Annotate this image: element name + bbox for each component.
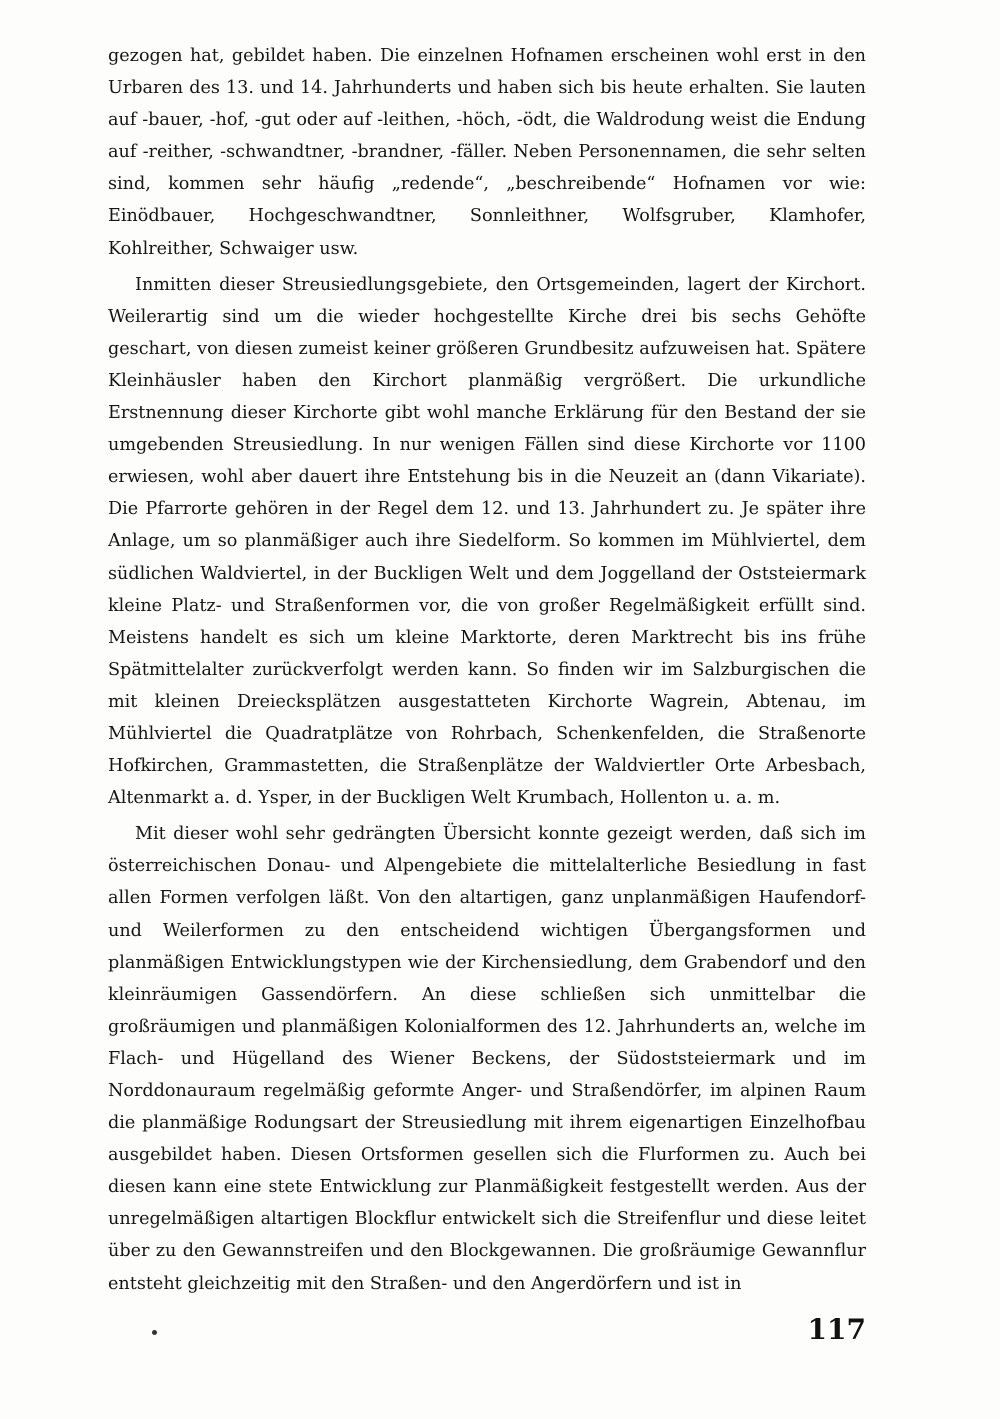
paragraph-continuation: gezogen hat, gebildet haben. Die einzelnen Hofnamen erscheinen wohl erst in den Urbaren des 13. und 14. Jahrhunderts und haben sich bis heute erhalten. Sie lauten auf -bauer, -hof, -gut oder auf -leithen, -höch, -ödt, die Waldrodung weist die Endung auf -reither, -schwandtner, -brandner, -fäller. Neben Personennamen, die sehr selten sind, kommen sehr häufig „redende“, „beschreibende“ Hofnamen vor wie: Einödbauer, Hochgeschwandtner, Sonnleithner, Wolfsgruber, Klamhofer, Kohlreither, Schwaiger usw. (108, 46, 866, 259)
page-number: 117 (807, 1313, 866, 1346)
paragraph-summary: Mit dieser wohl sehr gedrängten Übersicht konnte gezeigt werden, daß sich im österreichischen Donau- und Alpengebiete die mittelalterliche Besiedlung in fast allen Formen verfolgen läßt. Von den altartigen, ganz unplanmäßigen Haufendorf- und Weilerformen zu den entscheidend wichtigen Übergangsformen und planmäßigen Entwicklungstypen wie der Kirchensiedlung, dem Grabendorf und den kleinräumigen Gassendörfern. An diese schließen sich unmittelbar die großräumigen und planmäßigen Kolonialformen des 12. Jahrhunderts an, welche im Flach- und Hügelland des Wiener Beckens, der Südoststeiermark und im Norddonauraum regelmäßig geformte Anger- und Straßendörfer, im alpinen Raum die planmäßige Rodungsart der Streusiedlung mit ihrem eigenartigen Einzelhofbau ausgebildet haben. Diesen Ortsformen gesellen sich die Flurformen zu. Auch bei diesen kann eine stete Entwicklung zur Planmäßigkeit festgestellt werden. Aus der unregelmäßigen altartigen Blockflur entwickelt sich die Streifenflur und diese leitet über zu den Gewannstreifen und den Blockgewannen. Die großräumige Gewannflur entsteht gleichzeitig mit den Straßen- und den Angerdörfern und ist in (108, 824, 866, 1294)
body-text (108, 40, 866, 1304)
paragraph-kirchort: Inmitten dieser Streusiedlungsgebiete, den Ortsgemeinden, lagert der Kirchort. Weilerartig sind um die wieder hochgestellte Kirche drei bis sechs Gehöfte geschart, von diesen zumeist keiner größeren Grundbesitz aufzuweisen hat. Spätere Kleinhäusler haben den Kirchort planmäßig vergrößert. Die urkundliche Erstnennung dieser Kirchorte gibt wohl manche Erklärung für den Bestand der sie umgebenden Streusiedlung. In nur wenigen Fällen sind diese Kirchorte vor 1100 erwiesen, wohl aber dauert ihre Entstehung bis in die Neuzeit an (dann Vikariate). Die Pfarrorte gehören in der Regel dem 12. und 13. Jahrhundert zu. Je später ihre Anlage, um so planmäßiger auch ihre Siedelform. So kommen im Mühlviertel, dem südlichen Waldviertel, in der Buckligen Welt und dem Joggelland der Oststeiermark kleine Platz- und Straßenformen vor, die von großer Regelmäßigkeit erfüllt sind. Meistens handelt es sich um kleine Marktorte, deren Marktrecht bis ins frühe Spätmittelalter zurückverfolgt werden kann. So finden wir im Salzburgischen die mit kleinen Dreiecksplätzen ausgestatteten Kirchorte Wagrein, Abtenau, im Mühlviertel die Quadratplätze von Rohrbach, Schenkenfelden, die Straßenorte Hofkirchen, Grammastetten, die Straßenplätze der Waldviertler Orte Arbesbach, Altenmarkt a. d. Ysper, in der Buckligen Welt Krumbach, Hollenton u. a. m. (108, 274, 866, 809)
print-speck (152, 1330, 157, 1335)
